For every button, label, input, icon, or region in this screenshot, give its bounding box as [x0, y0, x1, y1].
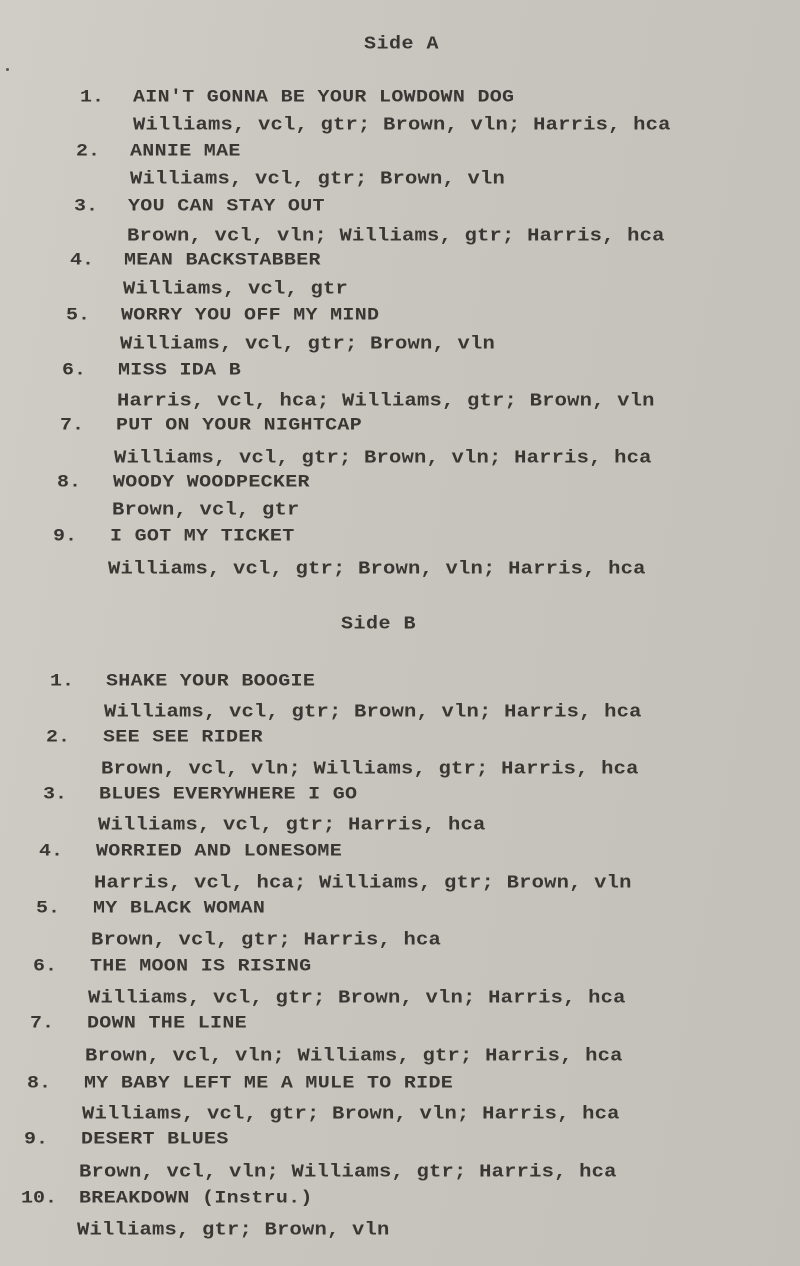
track-credits: Williams, vcl, gtr; Brown, vln; Harris, hca: [104, 702, 642, 723]
track-title: THE MOON IS RISING: [90, 956, 312, 977]
track-title: MY BABY LEFT ME A MULE TO RIDE: [84, 1073, 454, 1094]
track-number: 1.: [80, 87, 105, 108]
track-credits: Williams, vcl, gtr; Brown, vln; Harris, hca: [108, 559, 646, 580]
track-credits: Harris, vcl, hca; Williams, gtr; Brown, vln: [94, 873, 632, 894]
track-number: 2.: [76, 141, 101, 162]
track-number: 9.: [53, 526, 78, 547]
track-number: 2.: [46, 727, 71, 748]
track-credits: Williams, gtr; Brown, vln: [77, 1220, 390, 1241]
track-number: 7.: [30, 1013, 55, 1034]
track-number: 3.: [74, 196, 99, 217]
track-title: WOODY WOODPECKER: [113, 472, 310, 493]
track-title: BREAKDOWN (Instru.): [79, 1188, 313, 1209]
track-number: 9.: [24, 1129, 49, 1150]
track-credits: Williams, vcl, gtr; Brown, vln; Harris, hca: [82, 1104, 620, 1125]
track-number: 4.: [70, 250, 95, 271]
track-number: 7.: [60, 415, 85, 436]
track-title: MY BLACK WOMAN: [93, 898, 266, 919]
track-number: 8.: [57, 472, 82, 493]
track-credits: Williams, vcl, gtr; Brown, vln; Harris, hca: [133, 115, 671, 136]
side-a-heading: Side A: [364, 34, 440, 56]
track-title: DOWN THE LINE: [87, 1013, 247, 1034]
track-number: 10.: [21, 1188, 58, 1209]
track-title: ANNIE MAE: [130, 141, 241, 162]
track-number: 4.: [39, 841, 64, 862]
track-credits: Brown, vcl, vln; Williams, gtr; Harris, hca: [79, 1162, 617, 1183]
track-number: 6.: [33, 956, 58, 977]
track-credits: Williams, vcl, gtr; Brown, vln: [130, 169, 506, 190]
track-number: 5.: [66, 305, 91, 326]
track-title: BLUES EVERYWHERE I GO: [99, 784, 358, 805]
track-credits: Brown, vcl, gtr; Harris, hca: [91, 930, 442, 951]
track-credits: Williams, vcl, gtr; Brown, vln: [120, 334, 496, 355]
track-credits: Brown, vcl, gtr: [112, 500, 300, 521]
track-number: 5.: [36, 898, 61, 919]
track-number: 6.: [62, 360, 87, 381]
track-credits: Brown, vcl, vln; Williams, gtr; Harris, hca: [127, 226, 665, 247]
track-credits: Williams, vcl, gtr: [123, 279, 349, 300]
track-credits: Williams, vcl, gtr; Brown, vln; Harris, hca: [114, 448, 652, 469]
track-title: AIN'T GONNA BE YOUR LOWDOWN DOG: [133, 87, 515, 108]
track-credits: Brown, vcl, vln; Williams, gtr; Harris, hca: [85, 1046, 623, 1067]
track-credits: Williams, vcl, gtr; Harris, hca: [98, 815, 486, 836]
track-title: MEAN BACKSTABBER: [124, 250, 321, 271]
track-title: WORRIED AND LONESOME: [96, 841, 343, 862]
track-credits: Harris, vcl, hca; Williams, gtr; Brown, vln: [117, 391, 655, 412]
track-number: 1.: [50, 671, 75, 692]
track-credits: Williams, vcl, gtr; Brown, vln; Harris, hca: [88, 988, 626, 1009]
track-title: MISS IDA B: [118, 360, 242, 381]
track-title: PUT ON YOUR NIGHTCAP: [116, 415, 363, 436]
track-title: WORRY YOU OFF MY MIND: [121, 305, 380, 326]
track-title: I GOT MY TICKET: [110, 526, 295, 547]
track-number: 3.: [43, 784, 68, 805]
track-credits: Brown, vcl, vln; Williams, gtr; Harris, hca: [101, 759, 639, 780]
track-title: YOU CAN STAY OUT: [128, 196, 325, 217]
track-title: SEE SEE RIDER: [103, 727, 263, 748]
track-number: 8.: [27, 1073, 52, 1094]
track-title: SHAKE YOUR BOOGIE: [106, 671, 316, 692]
track-title: DESERT BLUES: [81, 1129, 229, 1150]
paper-speck: [6, 68, 9, 71]
side-b-heading: Side B: [341, 614, 417, 636]
